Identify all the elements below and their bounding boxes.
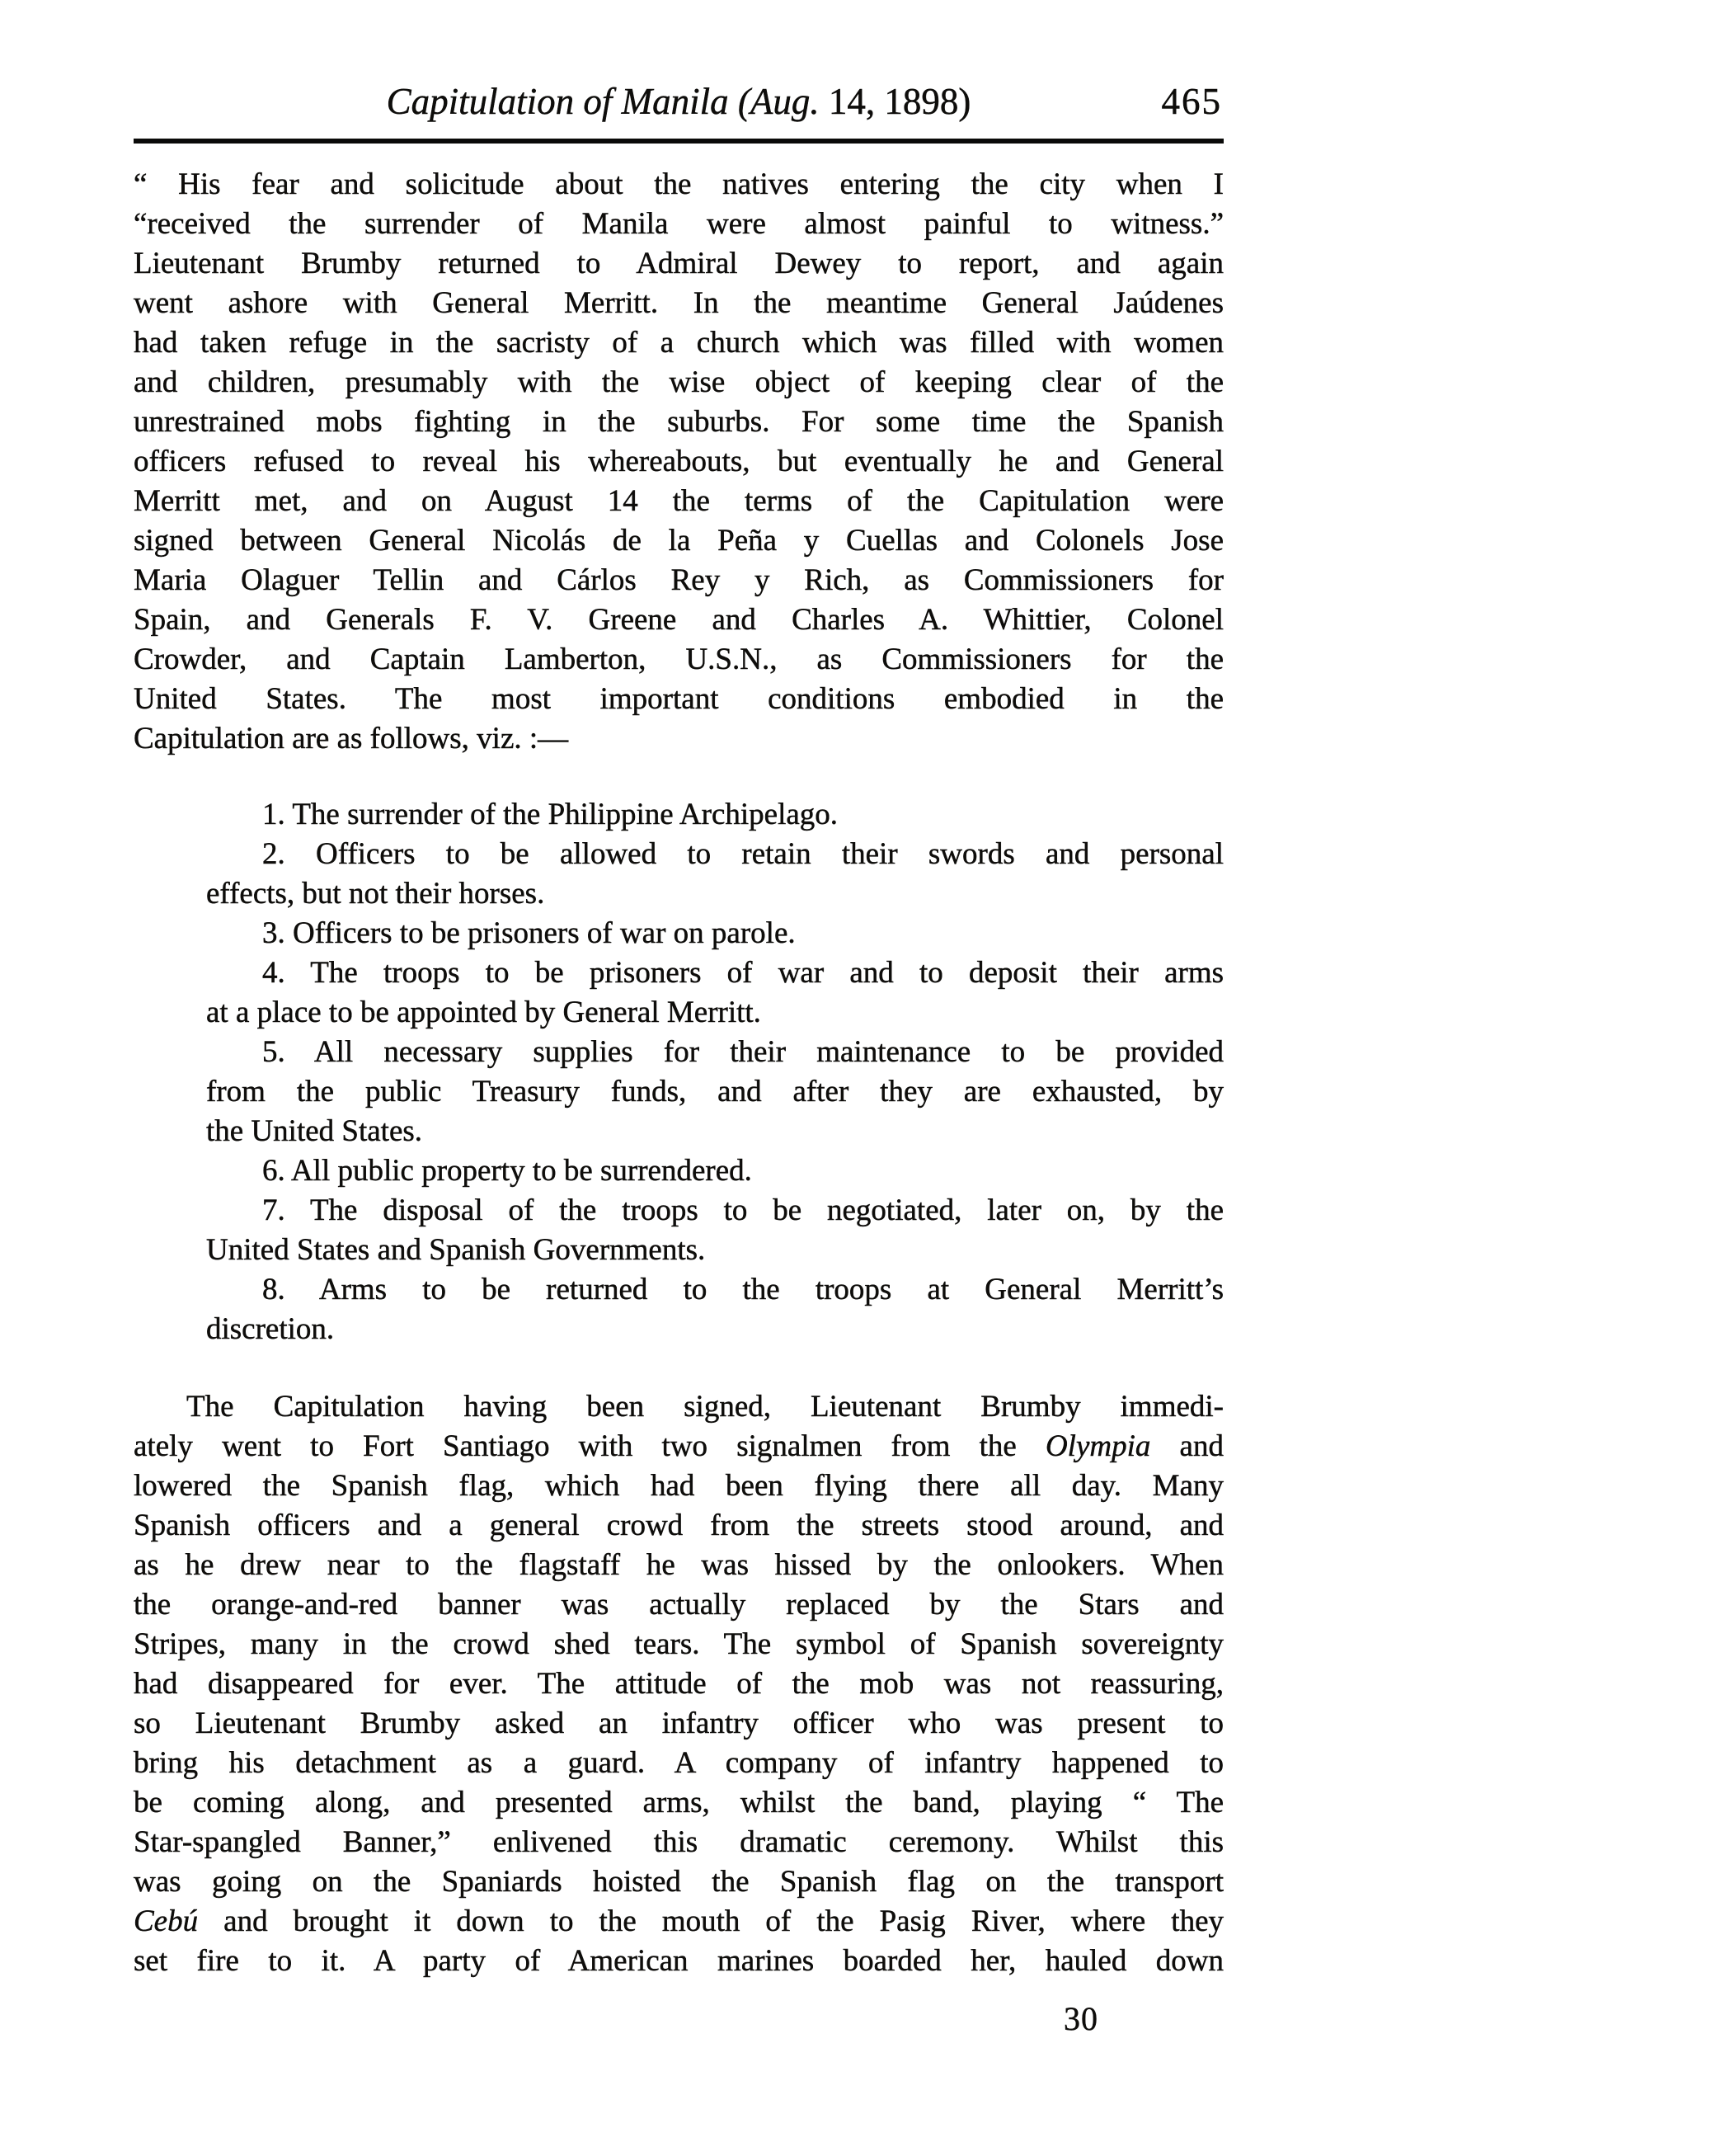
- signature-mark: 30: [1064, 2000, 1098, 2037]
- closing-paragraph: [134, 1387, 1224, 1981]
- text-line: discretion.: [206, 1312, 335, 1346]
- condition-item-5: [134, 1033, 1224, 1151]
- page-number: 465: [1161, 81, 1222, 122]
- text-line: so Lieutenant Brumby asked an infantry officer who was present to: [134, 1706, 1224, 1740]
- text-line: 3. Officers to be prisoners of war on parole.: [262, 916, 796, 950]
- text-line: effects, but not their horses.: [206, 877, 545, 911]
- text-line: unrestrained mobs fighting in the suburbs. For some time the Spanish: [134, 405, 1224, 439]
- condition-item-7: [134, 1191, 1224, 1270]
- text-line: was going on the Spaniards hoisted the Spanish flag on the transport: [134, 1865, 1224, 1899]
- header-rule: [134, 139, 1224, 144]
- text-line: and children, presumably with the wise object of keeping clear of the: [134, 365, 1224, 399]
- text-line: set fire to it. A party of American marines boarded her, hauled down: [134, 1944, 1224, 1978]
- text-line: Cebú and brought it down to the mouth of the Pasig River, where they: [134, 1904, 1224, 1938]
- text-line: The Capitulation having been signed, Lieutenant Brumby immedi-: [186, 1390, 1224, 1424]
- condition-item-1: [134, 795, 1224, 835]
- text-line: signed between General Nicolás de la Peña y Cuellas and Colonels Jose: [134, 524, 1224, 558]
- text-column: [134, 79, 1224, 2038]
- text-line: Crowder, and Captain Lamberton, U.S.N., as Commissioners for the: [134, 643, 1224, 676]
- running-header-title-roman: 14, 1898): [828, 81, 971, 122]
- text-line: be coming along, and presented arms, whilst the band, playing “ The: [134, 1786, 1224, 1819]
- text-line: had taken refuge in the sacristy of a church which was filled with women: [134, 326, 1224, 360]
- running-header: [134, 79, 1224, 124]
- text-line: 7. The disposal of the troops to be negotiated, later on, by the: [262, 1193, 1224, 1227]
- opening-paragraph: [134, 165, 1224, 759]
- text-line: the United States.: [206, 1114, 423, 1148]
- text-line: 2. Officers to be allowed to retain their swords and personal: [262, 837, 1224, 871]
- running-header-title-italic: Capitulation of Manila (Aug.: [386, 81, 820, 122]
- text-line: Lieutenant Brumby returned to Admiral Dewey to report, and again: [134, 247, 1224, 280]
- condition-item-2: [134, 835, 1224, 914]
- text-line: lowered the Spanish flag, which had been flying there all day. Many: [134, 1469, 1224, 1503]
- text-line: as he drew near to the flagstaff he was hissed by the onlookers. When: [134, 1548, 1224, 1582]
- text-line: United States. The most important conditions embodied in the: [134, 682, 1224, 716]
- text-line: had disappeared for ever. The attitude of the mob was not reassuring,: [134, 1667, 1224, 1701]
- text-line: “ His fear and solicitude about the natives entering the city when I: [134, 167, 1224, 201]
- conditions-list: [134, 795, 1224, 1349]
- text-line: Spanish officers and a general crowd from the streets stood around, and: [134, 1509, 1224, 1542]
- text-line: Spain, and Generals F. V. Greene and Charles A. Whittier, Colonel: [134, 603, 1224, 637]
- condition-item-8: [134, 1270, 1224, 1349]
- text-line: 6. All public property to be surrendered.: [262, 1154, 752, 1188]
- condition-item-6: [134, 1151, 1224, 1191]
- text-line: 8. Arms to be returned to the troops at General Merritt’s: [262, 1273, 1224, 1306]
- condition-item-3: [134, 914, 1224, 953]
- text-line: bring his detachment as a guard. A company of infantry happened to: [134, 1746, 1224, 1780]
- text-line: went ashore with General Merritt. In the meantime General Jaúdenes: [134, 286, 1224, 320]
- text-line: 1. The surrender of the Philippine Archipelago.: [262, 798, 839, 831]
- text-line: United States and Spanish Governments.: [206, 1233, 706, 1267]
- text-line: Capitulation are as follows, viz. :—: [134, 722, 569, 756]
- text-line: Stripes, many in the crowd shed tears. The symbol of Spanish sovereignty: [134, 1627, 1224, 1661]
- text-line: Maria Olaguer Tellin and Cárlos Rey y Rich, as Commissioners for: [134, 563, 1224, 597]
- text-line: ately went to Fort Santiago with two signalmen from the Olympia and: [134, 1429, 1224, 1463]
- condition-item-4: [134, 953, 1224, 1033]
- text-line: the orange-and-red banner was actually replaced by the Stars and: [134, 1588, 1224, 1622]
- text-line: at a place to be appointed by General Merritt.: [206, 996, 761, 1029]
- text-line: “received the surrender of Manila were almost painful to witness.”: [134, 207, 1224, 241]
- text-line: 5. All necessary supplies for their maintenance to be provided: [262, 1035, 1224, 1069]
- text-line: 4. The troops to be prisoners of war and to deposit their arms: [262, 956, 1224, 990]
- text-line: officers refused to reveal his whereabouts, but eventually he and General: [134, 445, 1224, 478]
- text-line: from the public Treasury funds, and after they are exhausted, by: [206, 1075, 1224, 1109]
- text-line: Merritt met, and on August 14 the terms of the Capitulation were: [134, 484, 1224, 518]
- text-line: Star-spangled Banner,” enlivened this dramatic ceremony. Whilst this: [134, 1825, 1224, 1859]
